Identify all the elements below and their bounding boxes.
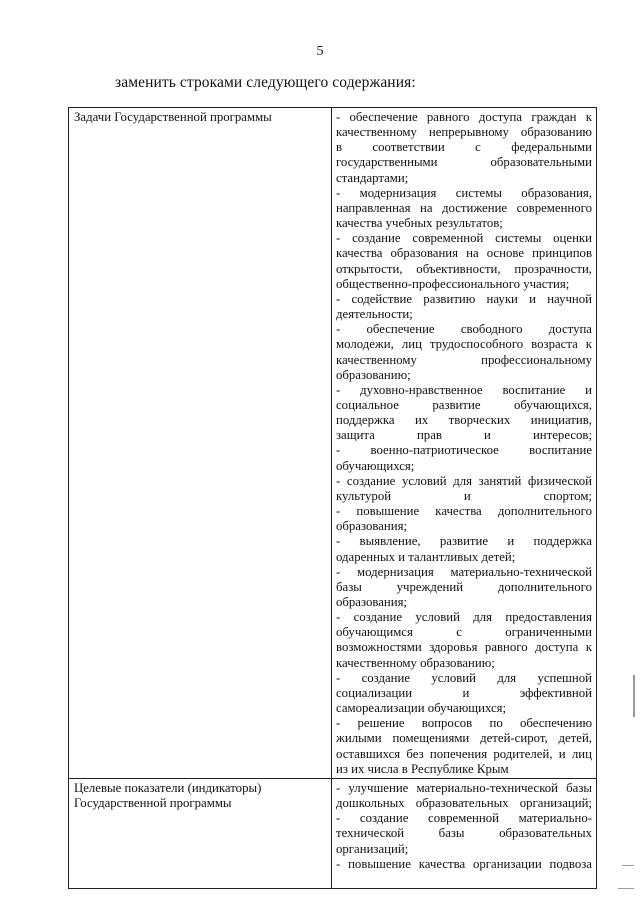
scan-mark: [622, 865, 634, 866]
content-line: технической базы образовательных: [336, 826, 592, 841]
content-line: образования;: [336, 519, 408, 534]
content-line: самореализации обучающихся;: [336, 701, 507, 716]
intro-text: заменить строками следующего содержания:: [115, 74, 416, 91]
content-line: - создание условий для предоставления: [336, 610, 592, 625]
content-line: открытости, объективности, прозрачности,: [336, 261, 592, 276]
scan-mark: [618, 888, 634, 889]
scan-mark: [633, 675, 635, 717]
table-row-tasks: [69, 108, 597, 779]
row-label: Задачи Государственной программы: [74, 110, 272, 124]
content-line: качественному непрерывному образованию: [336, 125, 592, 140]
content-line: из их числа в Республике Крым: [336, 761, 509, 776]
content-lines: [336, 781, 592, 872]
content-line: качества учебных результатов;: [336, 216, 503, 231]
page-number: 5: [316, 44, 324, 59]
content-line: - обеспечение равного доступа граждан к: [336, 110, 592, 124]
content-line: возможностями здоровья равного доступа к: [336, 640, 592, 655]
row-label-line: Государственной программы: [74, 796, 232, 811]
content-line: социализации и эффективной: [336, 685, 592, 700]
content-line: - содействие развитию науки и научной: [336, 291, 592, 306]
content-line: обучающихся;: [336, 458, 415, 473]
content-line: качественному профессиональному: [336, 352, 592, 367]
content-line: - модернизация системы образования,: [336, 185, 592, 200]
content-line: государственными образовательными: [336, 155, 592, 170]
row-label-line: Целевые показатели (индикаторы): [74, 780, 262, 795]
content-line: - улучшение материально-технической базы: [336, 780, 592, 795]
content-line: молодежи, лиц трудоспособного возраста к: [336, 337, 592, 352]
content-lines: [336, 110, 592, 777]
content-line: - создание условий для успешной: [336, 670, 592, 685]
content-line: направленная на достижение современного: [336, 200, 592, 215]
content-line: общественно-профессионального участия;: [336, 276, 570, 291]
content-line: - духовно-нравственное воспитание и: [336, 382, 592, 397]
content-line: - повышение качества дополнительного: [336, 504, 592, 519]
content-line: социальное развитие обучающихся,: [336, 397, 592, 412]
table-row-targets: [69, 778, 597, 888]
content-line: - военно-патриотическое воспитание: [336, 443, 592, 458]
content-line: в соответствии с федеральными: [336, 140, 592, 155]
content-line: поддержка их творческих инициатив,: [336, 413, 592, 428]
content-line: жилыми помещениями детей-сирот, детей,: [336, 731, 592, 746]
content-line: защита прав и интересов;: [336, 428, 592, 443]
content-line: образованию;: [336, 367, 411, 382]
content-line: деятельности;: [336, 307, 413, 322]
content-line: - создание условий для занятий физической: [336, 473, 592, 488]
content-line: дошкольных образовательных организаций;: [336, 796, 592, 811]
content-line: качества образования на основе принципов: [336, 246, 592, 261]
label-cell: [69, 778, 332, 888]
program-table: [68, 107, 597, 889]
content-line: культурой и спортом;: [336, 488, 592, 503]
content-line: обучающимся с ограниченными: [336, 625, 592, 640]
content-line: - повышение качества организации подвоза: [336, 856, 592, 871]
content-cell: [332, 778, 597, 888]
content-line: - решение вопросов по обеспечению: [336, 716, 592, 731]
content-line: стандартами;: [336, 170, 409, 185]
content-line: - обеспечение свободного доступа: [336, 322, 592, 337]
content-line: - выявление, развитие и поддержка: [336, 534, 592, 549]
content-line: организаций;: [336, 841, 409, 856]
content-line: качественному образованию;: [336, 655, 495, 670]
content-line: - модернизация материально-технической: [336, 564, 592, 579]
content-line: одаренных и талантливых детей;: [336, 549, 516, 564]
content-line: - создание современной системы оценки: [336, 231, 592, 246]
content-line: - создание современной материально-: [336, 811, 592, 826]
content-line: образования;: [336, 595, 408, 609]
content-line: базы учреждений дополнительного: [336, 579, 592, 594]
content-cell: [332, 108, 597, 779]
content-line: оставшихся без попечения родителей, и лиц: [336, 746, 592, 761]
label-cell: [69, 108, 332, 779]
